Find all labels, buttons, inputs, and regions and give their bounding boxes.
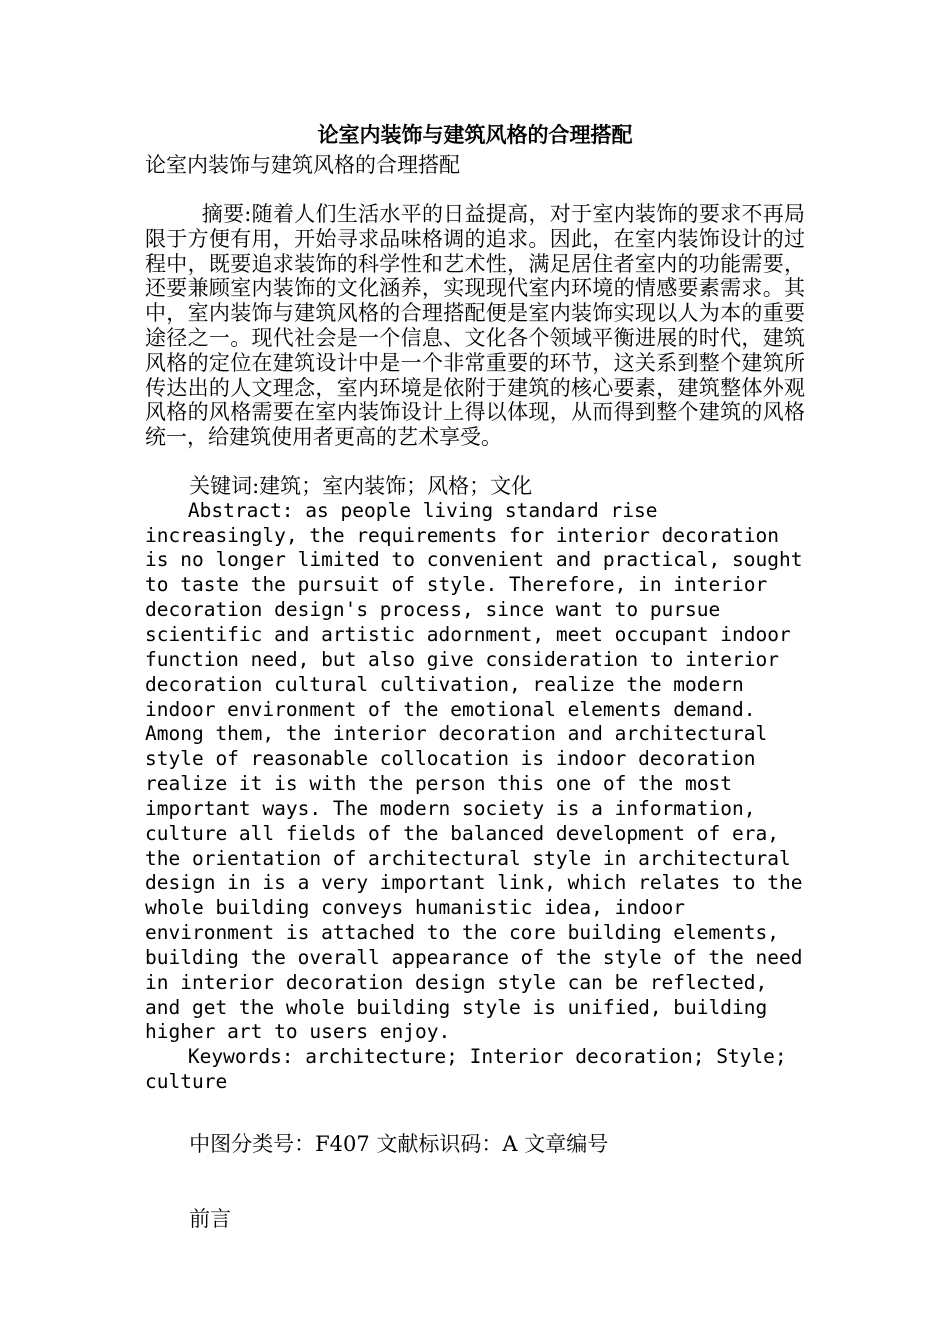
chinese-abstract: 摘要:随着人们生活水平的日益提高，对于室内装饰的要求不再局限于方便有用，开始寻求品味格调的追求。因此，在室内装饰设计的过程中，既要追求装饰的科学性和艺术性，满足居住者室内的功能需要，还要兼顾室内装饰的文化涵养，实现现代室内环境的情感要素需求。其中，室内装饰与建筑风格的合理搭配便是室内装饰实现以人为本的重要途径之一。现代社会是一个信息、文化各个领域平衡进展的时代，建筑风格的定位在建筑设计中是一个非常重要的环节，这关系到整个建筑所传达出的人文理念，室内环境是依附于建筑的核心要素，建筑整体外观风格的风格需要在室内装饰设计上得以体现，从而得到整个建筑的风格统一，给建筑使用者更高的艺术享受。 — [145, 202, 805, 450]
preface-heading: 前言 — [189, 1207, 232, 1232]
classification-line: 中图分类号：F407 文献标识码：A 文章编号 — [189, 1132, 609, 1157]
document-title: 论室内装饰与建筑风格的合理搭配 — [317, 122, 633, 147]
english-abstract: Abstract: as people living standard rise increasingly, the requirements for interior decoration is no longer limited to convenient and practical, sought to taste the pursuit of style. Therefore, in interior decoration design's process, since want to pursue scientific and artistic adornment, meet occupant indoor function need, but also give consideration to interior decoration cultural cultivation, realize the modern indoor environment of the emotional elements demand. Among them, the interior decoration and architectural style of reasonable collocation is indoor decoration realize it is with the person this one of the most important ways. The modern society is a information, culture all fields of the balanced development of era, the orientation of architectural style in architectural design in is a very important link, which relates to the whole building conveys humanistic idea, indoor environment is attached to the core building elements, building the overall appearance of the style of the need in interior decoration design style can be reflected, and get the whole building style is unified, building higher art to users enjoy. — [145, 498, 815, 1044]
document-page — [145, 118, 815, 1232]
chinese-keywords: 关键词:建筑；室内装饰；风格；文化 — [189, 473, 533, 498]
english-keywords: Keywords: architecture; Interior decoration; Style; culture — [145, 1045, 799, 1094]
document-subtitle: 论室内装饰与建筑风格的合理搭配 — [145, 153, 460, 177]
